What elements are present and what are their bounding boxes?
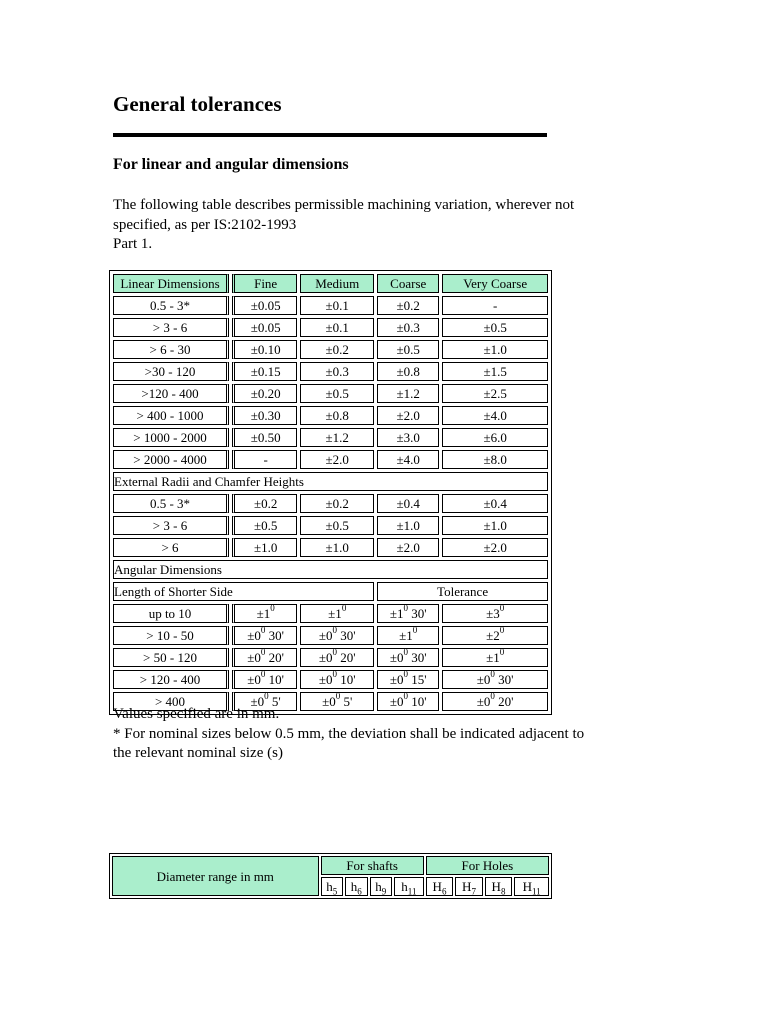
grade-number: 9 (381, 886, 387, 897)
tolerance-cell: ±0.5 (442, 318, 548, 337)
tolerance-cell: ±0.8 (300, 406, 374, 425)
angle-tolerance-cell (232, 670, 297, 689)
degree-mark: 0 (260, 669, 266, 679)
tolerance-cell: ±1.0 (300, 538, 374, 557)
tolerance-cell: ±1.2 (377, 384, 439, 403)
shaft-grade (394, 877, 424, 896)
table-row (113, 318, 548, 337)
table-row (113, 384, 548, 403)
tolerance-cell: ±0.4 (377, 494, 439, 513)
grade-letter: H (462, 879, 472, 894)
row-label: > 6 (113, 538, 229, 557)
angle-value: ±1 (399, 628, 413, 643)
degree-mark: 0 (403, 669, 408, 679)
table-row (113, 648, 548, 667)
intro-paragraph (113, 196, 658, 255)
tolerance-cell: ±0.2 (232, 494, 297, 513)
row-label: > 10 - 50 (113, 626, 229, 645)
fit-tolerance-table (109, 853, 552, 899)
row-label: >120 - 400 (113, 384, 229, 403)
angle-value: ±3 (486, 606, 500, 621)
holes-header: For Holes (426, 856, 549, 875)
angle-tolerance-cell (300, 670, 374, 689)
table-row (113, 538, 548, 557)
section-title: Angular Dimensions (113, 560, 548, 579)
tolerance-cell: ±1.0 (442, 516, 548, 535)
tolerance-cell: ±0.20 (232, 384, 297, 403)
shaft-grade (321, 877, 344, 896)
grade-number: 11 (531, 886, 541, 897)
tolerance-cell: ±0.5 (232, 516, 297, 535)
degree-mark: 0 (264, 691, 269, 701)
degree-mark: 0 (490, 691, 495, 701)
tolerance-cell: ±0.3 (300, 362, 374, 381)
angle-value: ±0 (247, 672, 261, 687)
tolerance-cell: ±0.05 (232, 296, 297, 315)
angle-tolerance-cell (232, 604, 297, 623)
angle-minutes: 30' (337, 628, 356, 643)
grade-letter: h (375, 879, 382, 894)
angle-minutes: 30' (265, 628, 285, 643)
tolerance-cell: ±2.0 (300, 450, 374, 469)
angle-tolerance-cell (232, 626, 297, 645)
angle-tolerance-cell (442, 626, 548, 645)
tolerance-cell: ±0.4 (442, 494, 548, 513)
shaft-grade (370, 877, 393, 896)
angle-minutes: 20' (337, 650, 356, 665)
degree-mark: 0 (403, 603, 408, 613)
grade-number: 6 (441, 886, 447, 897)
angular-subheader-row (113, 582, 548, 601)
table-row (113, 450, 548, 469)
table-row (113, 626, 548, 645)
row-label: > 400 (113, 692, 229, 711)
table-row (113, 428, 548, 447)
tolerance-cell: ±0.2 (300, 494, 374, 513)
angle-tolerance-cell (377, 670, 439, 689)
angle-minutes: 15' (408, 672, 427, 687)
angle-tolerance-cell (377, 626, 439, 645)
grade-number: 8 (500, 886, 506, 897)
tolerance-cell: ±6.0 (442, 428, 548, 447)
grade-number: 6 (357, 886, 362, 897)
tolerance-cell: ±3.0 (377, 428, 439, 447)
grade-number: 7 (471, 886, 476, 897)
degree-mark: 0 (341, 603, 347, 613)
degree-mark: 0 (332, 647, 338, 657)
row-label: 0.5 - 3* (113, 296, 229, 315)
angle-tolerance-cell (300, 648, 374, 667)
angle-minutes: 10' (337, 672, 356, 687)
angle-value: ±0 (318, 650, 333, 665)
tolerance-cell: ±0.8 (377, 362, 439, 381)
angle-value: ±0 (389, 672, 404, 687)
section-subtitle: For linear and angular dimensions (113, 156, 349, 173)
row-label: >30 - 120 (113, 362, 229, 381)
grade-letter: h (350, 879, 358, 894)
grade-letter: H (522, 879, 532, 894)
grade-number: 5 (332, 886, 338, 897)
angle-value: ±1 (389, 606, 404, 621)
angle-minutes: 10' (265, 672, 285, 687)
angle-minutes: 30' (408, 606, 427, 621)
shorter-side-label: Length of Shorter Side (113, 582, 374, 601)
tolerance-cell: ±0.5 (300, 384, 374, 403)
angle-minutes: 20' (494, 694, 514, 709)
table-row (113, 604, 548, 623)
table-row (113, 362, 548, 381)
degree-mark: 0 (403, 647, 408, 657)
table-row (113, 406, 548, 425)
hole-grade (485, 877, 513, 896)
column-header: Fine (232, 274, 297, 293)
column-header: Very Coarse (442, 274, 548, 293)
degree-mark: 0 (332, 669, 338, 679)
degree-mark: 0 (270, 603, 275, 613)
diameter-range-header: Diameter range in mm (112, 856, 319, 896)
tolerance-cell: ±0.3 (377, 318, 439, 337)
tolerance-cell: ±1.0 (232, 538, 297, 557)
grade-letter: H (432, 879, 442, 894)
row-label: 0.5 - 3* (113, 494, 229, 513)
table-row (113, 670, 548, 689)
angle-tolerance-cell (442, 648, 548, 667)
title-divider (113, 133, 547, 137)
grade-letter: h (326, 879, 333, 894)
note-line: the relevant nominal size (s) (113, 745, 283, 761)
grade-letter: H (491, 879, 501, 894)
tolerance-cell: ±0.5 (377, 340, 439, 359)
angle-value: ±1 (486, 650, 500, 665)
shafts-header: For shafts (321, 856, 424, 875)
tolerance-label: Tolerance (377, 582, 548, 601)
tolerance-cell: ±1.0 (377, 516, 439, 535)
hole-grade (426, 877, 454, 896)
tolerance-cell: ±2.0 (442, 538, 548, 557)
tolerance-cell: ±0.30 (232, 406, 297, 425)
page-title: General tolerances (113, 92, 282, 116)
angle-tolerance-cell (377, 604, 439, 623)
tolerance-cell: ±1.0 (442, 340, 548, 359)
angle-value: ±2 (486, 628, 500, 643)
row-label: > 50 - 120 (113, 648, 229, 667)
row-label: > 400 - 1000 (113, 406, 229, 425)
tolerance-cell: ±2.0 (377, 538, 439, 557)
angle-minutes: 5' (268, 694, 281, 709)
column-header: Medium (300, 274, 374, 293)
shaft-grade (345, 877, 368, 896)
table-row (113, 296, 548, 315)
angle-value: ±0 (476, 672, 491, 687)
intro-line: Part 1. (113, 236, 153, 252)
general-tolerance-table (109, 270, 552, 715)
note-line: Values specified are in mm. (113, 706, 280, 722)
angle-minutes: 30' (408, 650, 427, 665)
angle-tolerance-cell (377, 648, 439, 667)
degree-mark: 0 (335, 691, 341, 701)
table-row (113, 516, 548, 535)
row-label: up to 10 (113, 604, 229, 623)
degree-mark: 0 (499, 625, 505, 635)
section-row (113, 472, 548, 491)
tolerance-cell: ±0.1 (300, 318, 374, 337)
grade-letter: h (401, 879, 408, 894)
tolerance-cell: - (442, 296, 548, 315)
tolerance-cell: ±2.5 (442, 384, 548, 403)
tolerance-cell: ±1.2 (300, 428, 374, 447)
degree-mark: 0 (499, 603, 505, 613)
tolerance-cell: ±0.05 (232, 318, 297, 337)
tolerance-cell: ±0.15 (232, 362, 297, 381)
angle-value: ±0 (389, 694, 404, 709)
angle-tolerance-cell (442, 604, 548, 623)
degree-mark: 0 (403, 691, 408, 701)
angle-value: ±0 (476, 694, 491, 709)
tolerance-cell: - (232, 450, 297, 469)
angle-minutes: 10' (408, 694, 427, 709)
angle-minutes: 20' (265, 650, 285, 665)
row-label: > 6 - 30 (113, 340, 229, 359)
intro-line: The following table describes permissible machining variation, wherever not (113, 197, 575, 213)
table-row (113, 494, 548, 513)
angle-value: ±1 (256, 606, 271, 621)
tolerance-cell: ±0.50 (232, 428, 297, 447)
table-header-row (113, 274, 548, 293)
table-row (113, 340, 548, 359)
angle-value: ±0 (250, 694, 265, 709)
angle-minutes: 5' (340, 694, 353, 709)
degree-mark: 0 (412, 625, 418, 635)
angle-value: ±0 (318, 628, 333, 643)
angle-value: ±0 (389, 650, 404, 665)
angle-value: ±1 (328, 606, 342, 621)
angle-tolerance-cell (300, 604, 374, 623)
section-row (113, 560, 548, 579)
grade-number: 11 (407, 886, 417, 897)
column-header: Coarse (377, 274, 439, 293)
tolerance-cell: ±1.5 (442, 362, 548, 381)
column-header: Linear Dimensions (113, 274, 229, 293)
angle-value: ±0 (247, 650, 261, 665)
notes (113, 705, 673, 764)
row-label: > 3 - 6 (113, 318, 229, 337)
tolerance-cell: ±0.2 (300, 340, 374, 359)
tolerance-cell: ±4.0 (377, 450, 439, 469)
tolerance-cell: ±0.1 (300, 296, 374, 315)
section-title: External Radii and Chamfer Heights (113, 472, 548, 491)
degree-mark: 0 (260, 625, 266, 635)
degree-mark: 0 (332, 625, 338, 635)
angle-value: ±0 (322, 694, 336, 709)
row-label: > 1000 - 2000 (113, 428, 229, 447)
hole-grade (514, 877, 549, 896)
degree-mark: 0 (260, 647, 266, 657)
row-label: > 120 - 400 (113, 670, 229, 689)
row-label: > 3 - 6 (113, 516, 229, 535)
angle-tolerance-cell (232, 648, 297, 667)
tolerance-cell: ±8.0 (442, 450, 548, 469)
tolerance-cell: ±0.5 (300, 516, 374, 535)
angle-tolerance-cell (300, 626, 374, 645)
degree-mark: 0 (499, 647, 505, 657)
angle-tolerance-cell (442, 670, 548, 689)
intro-line: specified, as per IS:2102-1993 (113, 216, 297, 233)
hole-grade (455, 877, 483, 896)
note-line: * For nominal sizes below 0.5 mm, the deviation shall be indicated adjacent to (113, 725, 585, 742)
tolerance-cell: ±4.0 (442, 406, 548, 425)
tolerance-cell: ±0.10 (232, 340, 297, 359)
tolerance-cell: ±0.2 (377, 296, 439, 315)
tolerance-cell: ±2.0 (377, 406, 439, 425)
angle-value: ±0 (247, 628, 261, 643)
degree-mark: 0 (490, 669, 495, 679)
row-label: > 2000 - 4000 (113, 450, 229, 469)
angle-value: ±0 (318, 672, 333, 687)
angle-minutes: 30' (494, 672, 514, 687)
